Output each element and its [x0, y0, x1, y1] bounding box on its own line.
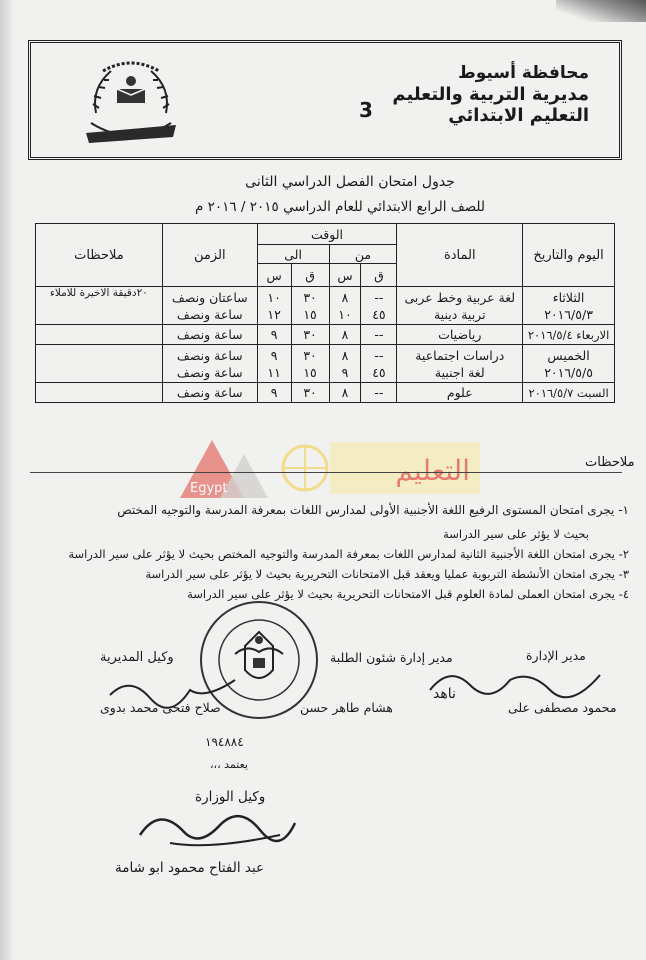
from-s-cell [329, 345, 361, 383]
header-s: س [257, 264, 291, 287]
affairs-director-title: مدير إدارة شئون الطلبة [330, 650, 453, 665]
subject: تربية دينية [433, 306, 486, 322]
to-s-cell [257, 287, 291, 325]
value: ٤٥ [372, 364, 386, 380]
from-q-cell: -- [361, 325, 397, 345]
schedule-title: جدول امتحان الفصل الدراسي الثانى [245, 174, 455, 190]
day: الثلاثاء [552, 289, 585, 305]
note-item: ٣- يجرى امتحان الأنشطة التربوية عمليا ويعقد قبل الامتحانات التحريرية بحيث لا يؤثر على سير الدراسة [145, 567, 629, 581]
subject: دراسات اجتماعية [415, 347, 505, 363]
duration-cell: ساعة ونصف [162, 383, 257, 403]
notes-cell: ٢٠دقيقة الاخيرة للاملاء [36, 287, 163, 325]
value: ١٠ [338, 306, 352, 322]
header-s: س [329, 264, 361, 287]
duration-cell: ساعة ونصف [162, 325, 257, 345]
subject-cell [397, 345, 523, 383]
value: ٣٠ [303, 289, 317, 305]
affairs-director-name: هشام طاهر حسن [300, 700, 393, 715]
date: ٢٠١٦/٥/٥ [544, 364, 593, 380]
signature-scribble-icon [130, 795, 300, 855]
to-q-cell: ٣٠ [291, 383, 329, 403]
header-box [28, 40, 622, 160]
admin-director-title: مدير الإدارة [526, 648, 586, 663]
value: ١٠ [267, 289, 281, 305]
ministry-deputy-title: وكيل الوزارة [195, 789, 266, 805]
from-q-cell [361, 345, 397, 383]
table-header-row [36, 224, 615, 245]
to-q-cell [291, 287, 329, 325]
note-item: بحيث لا يؤثر على سير الدراسة [443, 527, 589, 541]
exam-schedule-table [35, 223, 615, 403]
header-time: الوقت [257, 224, 397, 245]
notes-cell [36, 345, 163, 383]
duration-cell [162, 287, 257, 325]
department: التعليم الابتدائي [448, 105, 589, 126]
table-row [36, 345, 615, 383]
subject: لغة اجنبية [434, 364, 485, 380]
page-number: 3 [359, 98, 373, 122]
header-duration: الزمن [162, 224, 257, 287]
notes-cell [36, 325, 163, 345]
note-item: ٢- يجرى امتحان اللغة الأجنبية الثانية لمدارس اللغات بمعرفة المدرسة والتوجيه المختص بحيث لا يؤثر على سير الدراسة [68, 547, 629, 561]
value: ٤٥ [372, 306, 386, 322]
duration: ساعة ونصف [176, 364, 243, 380]
value: ٨ [341, 347, 349, 363]
subject-cell [397, 287, 523, 325]
table-row [36, 325, 615, 345]
subject-cell: علوم [397, 383, 523, 403]
header-q: ق [291, 264, 329, 287]
from-q-cell [361, 287, 397, 325]
date: ٢٠١٦/٥/٣ [544, 306, 593, 322]
day: الخميس [547, 347, 590, 363]
to-s-cell: ٩ [257, 383, 291, 403]
duration: ساعة ونصف [176, 347, 243, 363]
site-watermark-logo [170, 432, 490, 504]
ministry-deputy-name: عبد الفتاح محمود ابو شامة [115, 860, 265, 876]
header-q: ق [361, 264, 397, 287]
note-item: ١- يجرى امتحان المستوى الرفيع اللغة الأجنبية الأولى لمدارس اللغات بمعرفة المدرسة والتوجيه المختص [117, 503, 629, 517]
header-day-date: اليوم والتاريخ [523, 224, 615, 287]
divider [30, 472, 622, 473]
subject: لغة عربية وخط عربى [404, 289, 516, 305]
watermark-arabic: التعليم [395, 454, 470, 487]
value: ٩ [341, 364, 349, 380]
governorate: محافظة أسيوط [458, 63, 589, 83]
header-notes: ملاحظات [36, 224, 163, 287]
watermark-latin: Egypt [190, 481, 228, 496]
schedule-subtitle: للصف الرابع الابتدائي للعام الدراسي ٢٠١٥ / ٢٠١٦ م [194, 199, 486, 215]
subject-cell: رياضيات [397, 325, 523, 345]
from-q-cell: -- [361, 383, 397, 403]
scan-corner [556, 0, 646, 22]
note-item: ٤- يجرى امتحان العملى لمادة العلوم قبل الامتحانات التحريرية بحيث لا يؤثر على سير الدراسة [187, 587, 629, 601]
header-subject: المادة [397, 224, 523, 287]
stamp-number: ١٩٤٨٨٤ [205, 735, 244, 749]
to-q-cell [291, 345, 329, 383]
value: ١٥ [303, 306, 317, 322]
value: ١٥ [303, 364, 317, 380]
header-from: من [329, 245, 397, 264]
to-s-cell: ٩ [257, 325, 291, 345]
to-s-cell [257, 345, 291, 383]
notes-cell [36, 383, 163, 403]
value: -- [374, 347, 384, 363]
value: ١١ [267, 364, 281, 380]
from-s-cell: ٨ [329, 383, 361, 403]
header-to: الى [257, 245, 329, 264]
table-row [36, 287, 615, 325]
scan-shadow [0, 0, 14, 960]
directorate-deputy-title: وكيل المديرية [100, 650, 174, 665]
to-q-cell: ٣٠ [291, 325, 329, 345]
notes-list [25, 500, 629, 604]
table-row [36, 383, 615, 403]
ministry-logo-icon [81, 53, 181, 149]
duration: ساعة ونصف [176, 306, 243, 322]
value: -- [374, 289, 384, 305]
directorate: مديرية التربية والتعليم [392, 84, 589, 105]
day-date-cell: السبت ٢٠١٦/٥/٧ [523, 383, 615, 403]
admin-director-name: محمود مصطفى على [508, 700, 617, 715]
day-date-cell: الاربعاء ٢٠١٦/٥/٤ [523, 325, 615, 345]
from-s-cell [329, 287, 361, 325]
value: ٣٠ [303, 347, 317, 363]
day-date-cell [523, 287, 615, 325]
duration-cell [162, 345, 257, 383]
notes-heading: ملاحظات [585, 455, 635, 470]
approval-text: يعتمد ،،، [210, 758, 248, 771]
value: ٩ [270, 347, 278, 363]
duration: ساعتان ونصف [171, 289, 248, 305]
directorate-deputy-name: صلاح فتحى محمد بدوى [100, 700, 221, 715]
value: ١٢ [267, 306, 281, 322]
from-s-cell: ٨ [329, 325, 361, 345]
day-date-cell [523, 345, 615, 383]
handwritten-name: ناهد [433, 686, 456, 702]
value: ٨ [341, 289, 349, 305]
